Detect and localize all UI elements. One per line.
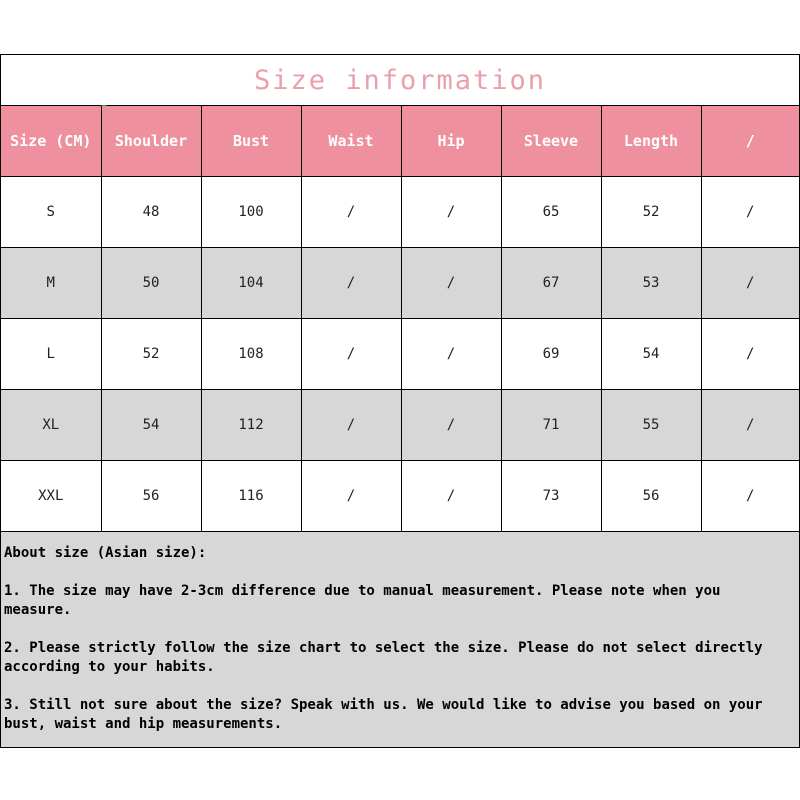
table-row	[1, 390, 799, 461]
cell-hip: /	[401, 461, 501, 532]
header-shoulder: Shoulder	[101, 106, 201, 177]
header-extra: /	[701, 106, 799, 177]
cell-extra: /	[701, 248, 799, 319]
cell-bust: 112	[201, 390, 301, 461]
cell-hip: /	[401, 319, 501, 390]
table-row	[1, 177, 799, 248]
table-row	[1, 319, 799, 390]
cell-bust: 104	[201, 248, 301, 319]
cell-size: S	[1, 177, 101, 248]
cell-hip: /	[401, 390, 501, 461]
cell-size: L	[1, 319, 101, 390]
cell-shoulder: 50	[101, 248, 201, 319]
header-hip: Hip	[401, 106, 501, 177]
note-item: 2. Please strictly follow the size chart to select the size. Please do not select directly according to your habits.	[4, 640, 763, 675]
cell-hip: /	[401, 177, 501, 248]
cell-waist: /	[301, 390, 401, 461]
cell-waist: /	[301, 177, 401, 248]
cell-bust: 108	[201, 319, 301, 390]
table-row	[1, 248, 799, 319]
cell-size: XXL	[1, 461, 101, 532]
cell-length: 54	[601, 319, 701, 390]
cell-size: XL	[1, 390, 101, 461]
cell-length: 55	[601, 390, 701, 461]
cell-length: 53	[601, 248, 701, 319]
table-header-row	[1, 106, 799, 177]
cell-bust: 100	[201, 177, 301, 248]
size-table	[1, 106, 799, 532]
cell-waist: /	[301, 319, 401, 390]
cell-shoulder: 56	[101, 461, 201, 532]
cell-sleeve: 69	[501, 319, 601, 390]
cell-shoulder: 54	[101, 390, 201, 461]
header-size: Size (CM)	[1, 106, 101, 177]
note-item: 1. The size may have 2-3cm difference due to manual measurement. Please note when you measure.	[4, 583, 721, 618]
cell-waist: /	[301, 461, 401, 532]
cell-sleeve: 73	[501, 461, 601, 532]
header-length: Length	[601, 106, 701, 177]
cell-bust: 116	[201, 461, 301, 532]
cell-size: M	[1, 248, 101, 319]
cell-extra: /	[701, 319, 799, 390]
cell-sleeve: 71	[501, 390, 601, 461]
cell-length: 56	[601, 461, 701, 532]
header-waist: Waist	[301, 106, 401, 177]
cell-extra: /	[701, 461, 799, 532]
chart-title: Size information	[1, 55, 799, 106]
table-row	[1, 461, 799, 532]
size-chart	[0, 54, 800, 748]
cell-shoulder: 48	[101, 177, 201, 248]
cell-waist: /	[301, 248, 401, 319]
cell-extra: /	[701, 177, 799, 248]
cell-sleeve: 65	[501, 177, 601, 248]
cell-shoulder: 52	[101, 319, 201, 390]
cell-hip: /	[401, 248, 501, 319]
size-notes	[1, 531, 799, 747]
notes-heading: About size (Asian size):	[4, 545, 207, 561]
cell-sleeve: 67	[501, 248, 601, 319]
header-sleeve: Sleeve	[501, 106, 601, 177]
cell-extra: /	[701, 390, 799, 461]
note-item: 3. Still not sure about the size? Speak with us. We would like to advise you based on your bust, waist and hip measurements.	[4, 697, 763, 732]
header-bust: Bust	[201, 106, 301, 177]
cell-length: 52	[601, 177, 701, 248]
